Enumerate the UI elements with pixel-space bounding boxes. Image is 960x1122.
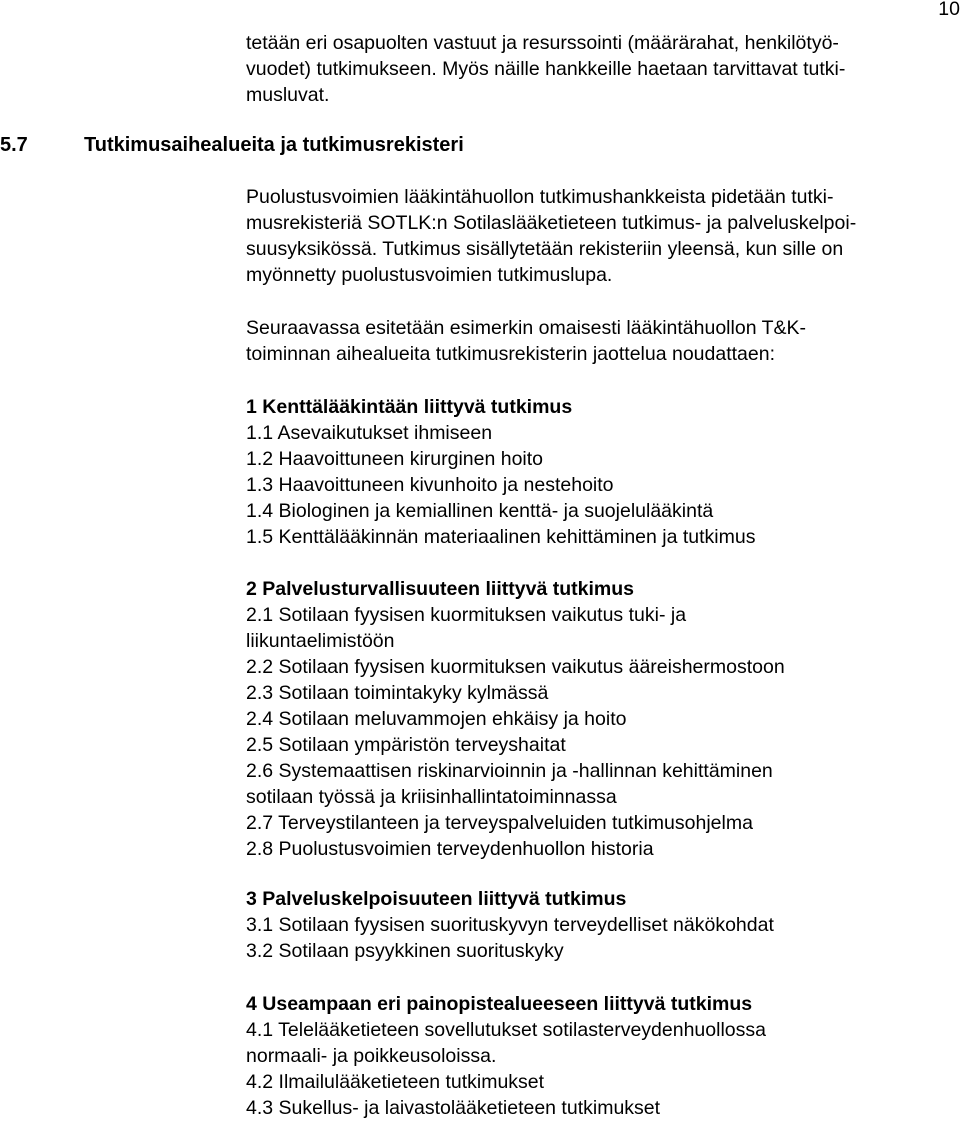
list-item: normaali- ja poikkeusoloissa.	[246, 1045, 497, 1067]
page-number: 10	[938, 0, 960, 20]
group-heading: 2 Palvelusturvallisuuteen liittyvä tutkimus	[246, 578, 634, 600]
text-line: myönnetty puolustusvoimien tutkimuslupa.	[246, 264, 613, 286]
list-item: 1.2 Haavoittuneen kirurginen hoito	[246, 448, 544, 470]
list-item: 1.1 Asevaikutukset ihmiseen	[246, 422, 493, 444]
topic-group-2	[246, 576, 946, 862]
text-line: tetään eri osapuolten vastuut ja resurssointi (määrärahat, henkilötyö-	[246, 32, 839, 54]
section-heading	[0, 132, 940, 158]
topic-group-1	[246, 394, 946, 550]
text-line: suusyksikössä. Tutkimus sisällytetään rekisteriin yleensä, kun sille on	[246, 238, 844, 260]
group-heading: 3 Palveluskelpoisuuteen liittyvä tutkimus	[246, 888, 627, 910]
text-line: Puolustusvoimien lääkintähuollon tutkimushankkeista pidetään tutki-	[246, 186, 834, 208]
list-item: 4.1 Telelääketieteen sovellutukset sotilasterveydenhuollossa	[246, 1019, 766, 1041]
intro-paragraph	[246, 30, 946, 108]
paragraph-example	[246, 315, 946, 367]
list-item: 3.1 Sotilaan fyysisen suorituskyvyn terveydelliset näkökohdat	[246, 914, 774, 936]
list-item: 3.2 Sotilaan psyykkinen suorituskyky	[246, 940, 564, 962]
list-item: 4.2 Ilmailulääketieteen tutkimukset	[246, 1071, 545, 1093]
list-item: 4.3 Sukellus- ja laivastolääketieteen tutkimukset	[246, 1097, 661, 1119]
text-line: musluvat.	[246, 84, 330, 106]
text-line: Seuraavassa esitetään esimerkin omaisesti lääkintähuollon T&K-	[246, 317, 807, 339]
list-item: 1.3 Haavoittuneen kivunhoito ja nestehoito	[246, 474, 614, 496]
list-item: 1.4 Biologinen ja kemiallinen kenttä- ja suojelulääkintä	[246, 500, 714, 522]
group-heading: 4 Useampaan eri painopistealueeseen liittyvä tutkimus	[246, 993, 753, 1015]
paragraph-registry	[246, 184, 946, 288]
section-title: Tutkimusaihealueita ja tutkimusrekisteri	[84, 134, 464, 156]
topic-group-4	[246, 991, 946, 1121]
list-item: 2.1 Sotilaan fyysisen kuormituksen vaikutus tuki- ja	[246, 604, 687, 626]
list-item: 2.8 Puolustusvoimien terveydenhuollon historia	[246, 838, 654, 860]
list-item: 2.7 Terveystilanteen ja terveyspalveluiden tutkimusohjelma	[246, 812, 753, 834]
list-item: liikuntaelimistöön	[246, 630, 395, 652]
section-number: 5.7	[0, 134, 28, 156]
topic-group-3	[246, 886, 946, 964]
list-item: 2.2 Sotilaan fyysisen kuormituksen vaikutus ääreishermostoon	[246, 656, 785, 678]
list-item: sotilaan työssä ja kriisinhallintatoiminnassa	[246, 786, 617, 808]
list-item: 2.4 Sotilaan meluvammojen ehkäisy ja hoito	[246, 708, 627, 730]
text-line: vuodet) tutkimukseen. Myös näille hankkeille haetaan tarvittavat tutki-	[246, 58, 846, 80]
text-line: toiminnan aihealueita tutkimusrekisterin jaottelua noudattaen:	[246, 343, 775, 365]
list-item: 2.6 Systemaattisen riskinarvioinnin ja -hallinnan kehittäminen	[246, 760, 773, 782]
list-item: 1.5 Kenttälääkinnän materiaalinen kehittäminen ja tutkimus	[246, 526, 756, 548]
group-heading: 1 Kenttälääkintään liittyvä tutkimus	[246, 396, 573, 418]
list-item: 2.3 Sotilaan toimintakyky kylmässä	[246, 682, 549, 704]
text-line: musrekisteriä SOTLK:n Sotilaslääketieteen tutkimus- ja palveluskelpoi-	[246, 212, 857, 234]
list-item: 2.5 Sotilaan ympäristön terveyshaitat	[246, 734, 566, 756]
